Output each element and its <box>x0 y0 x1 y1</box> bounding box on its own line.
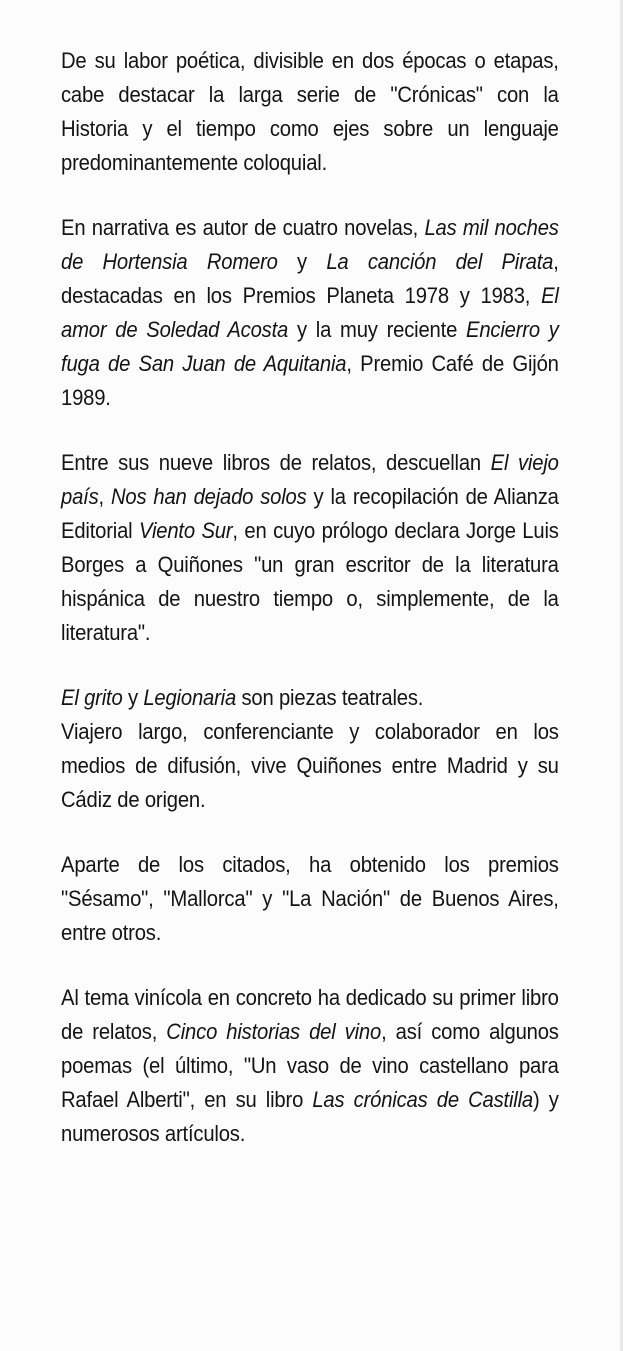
text-segment: ) y numerosos artículos. <box>61 1087 559 1146</box>
italic-title: Legionaria <box>143 685 237 710</box>
text-segment: Viajero largo, conferenciante y colaborador en los medios de difusión, vive Quiñones entre Madrid y su Cádiz de origen. <box>61 719 559 812</box>
italic-title: El amor de Soledad Acosta <box>61 283 559 342</box>
text-segment: y <box>122 685 144 710</box>
italic-title: El grito <box>61 685 123 710</box>
paragraph <box>61 44 559 180</box>
paragraph <box>61 446 559 650</box>
paragraph <box>61 211 559 415</box>
text-segment: , destacadas en los Premios Planeta 1978 y 1983, <box>61 249 559 308</box>
paragraph <box>61 681 559 715</box>
italic-title: Nos han dejado solos <box>110 484 307 509</box>
text-segment: , <box>98 484 111 509</box>
text-segment: Al tema vinícola en concreto ha dedicado su primer libro de relatos, <box>61 985 559 1044</box>
paragraph <box>61 848 559 950</box>
text-segment: , así como algunos poemas (el último, "Un vaso de vino castellano para Rafael Alberti", en su libro <box>61 1019 559 1112</box>
italic-title: Las crónicas de Castilla <box>312 1087 534 1112</box>
text-segment: Entre sus nueve libros de relatos, descuellan <box>61 450 491 475</box>
text-segment: son piezas teatrales. <box>236 685 424 710</box>
italic-title: Viento Sur <box>139 518 233 543</box>
text-segment: y la muy reciente <box>288 317 467 342</box>
italic-title: El viejo país <box>61 450 559 509</box>
paragraph <box>61 715 559 817</box>
text-segment: , en cuyo prólogo declara Jorge Luis Borges a Quiñones "un gran escritor de la literatura hispánica de nuestro tiempo o, simplemente, de la literatura". <box>61 518 559 645</box>
italic-title: Encierro y fuga de San Juan de Aquitania <box>61 317 559 376</box>
paragraph <box>61 981 559 1151</box>
italic-title: La canción del Pirata <box>326 249 554 274</box>
text-segment: En narrativa es autor de cuatro novelas, <box>61 215 425 240</box>
text-segment: Aparte de los citados, ha obtenido los premios "Sésamo", "Mallorca" y "La Nación" de Buenos Aires, entre otros. <box>61 852 559 945</box>
body-text <box>61 44 559 1182</box>
text-segment: , Premio Café de Gijón 1989. <box>61 351 559 410</box>
italic-title: Las mil noches de Hortensia Romero <box>61 215 559 274</box>
text-segment: y <box>277 249 327 274</box>
text-segment: De su labor poética, divisible en dos épocas o etapas, cabe destacar la larga serie de "Crónicas" con la Historia y el tiempo como ejes sobre un lenguaje predominantemente coloquial. <box>61 48 559 175</box>
italic-title: Cinco historias del vino <box>166 1019 382 1044</box>
text-segment: y la recopilación de Alianza Editorial <box>61 484 559 543</box>
